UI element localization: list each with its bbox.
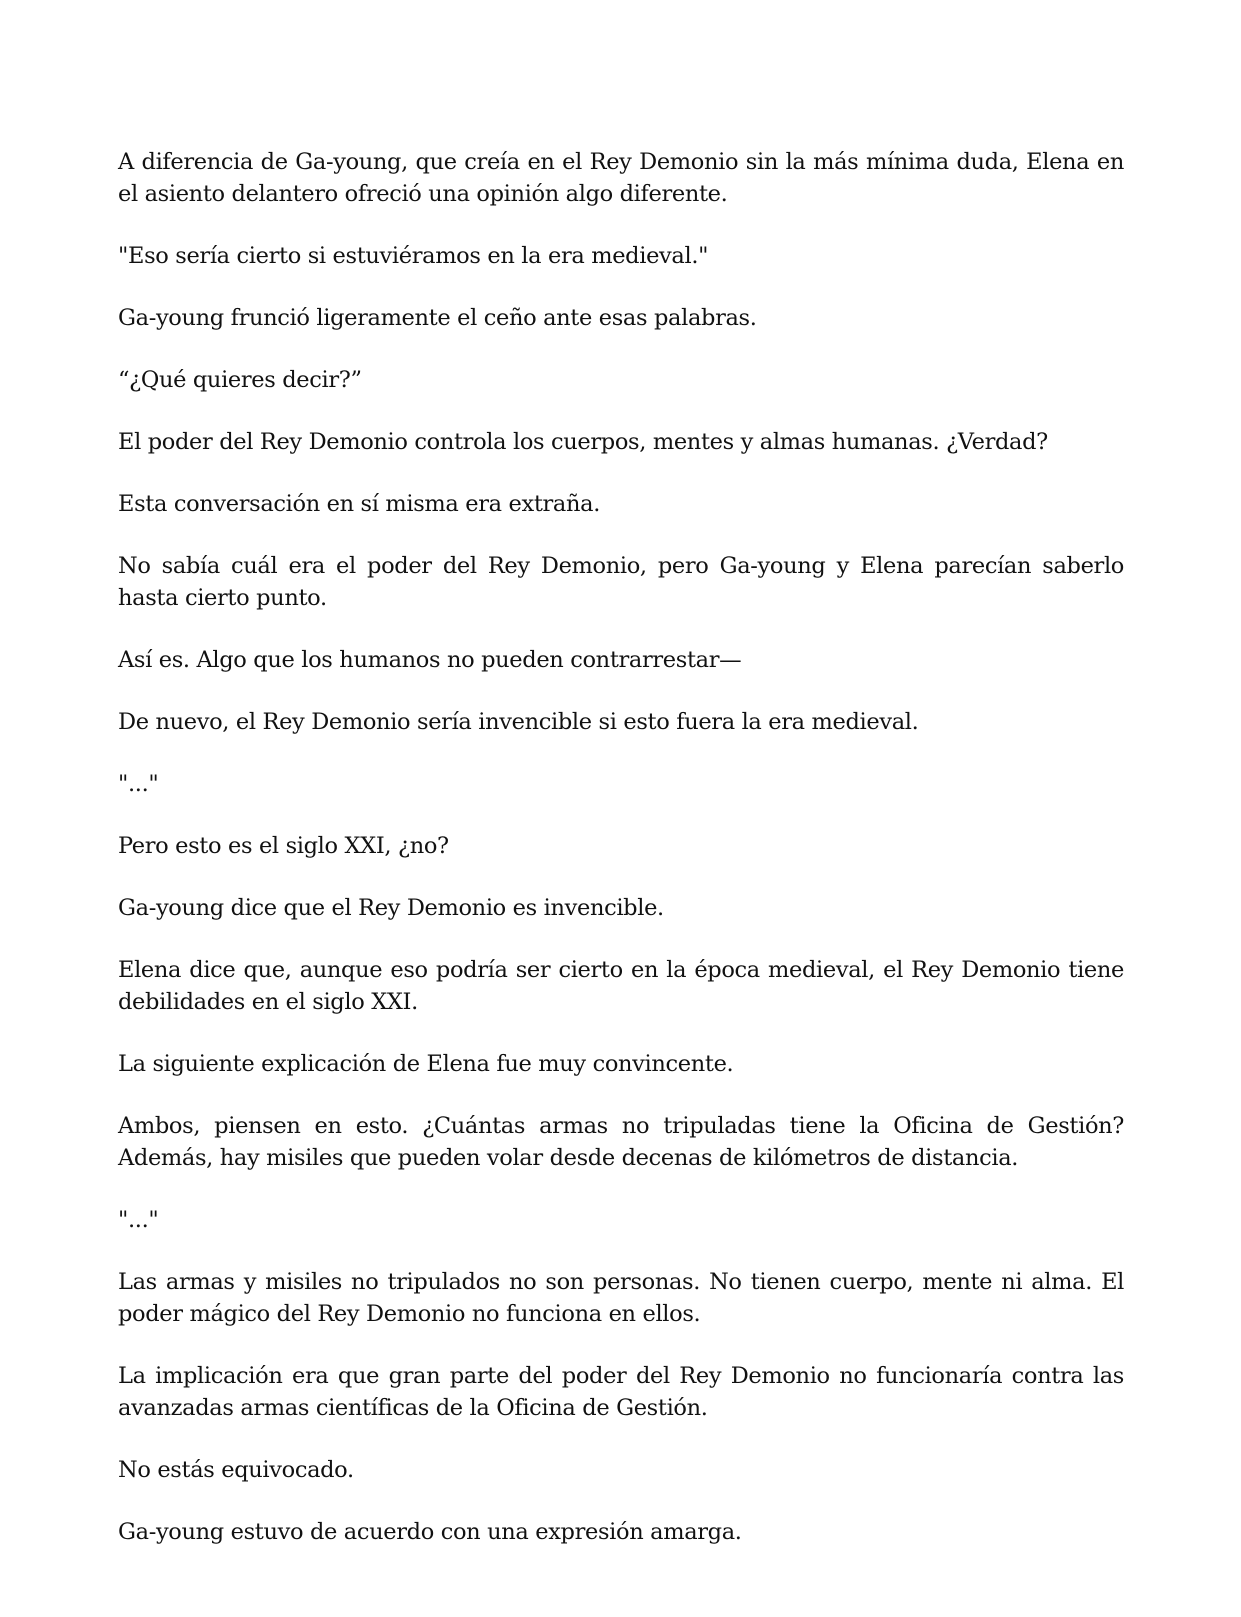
paragraph: Elena dice que, aunque eso podría ser cierto en la época medieval, el Rey Demonio tiene debilidades en el siglo XXI. [118,957,1124,1015]
paragraph: Esta conversación en sí misma era extraña. [118,491,600,517]
paragraph: El poder del Rey Demonio controla los cuerpos, mentes y almas humanas. ¿Verdad? [118,429,1048,455]
paragraph: La implicación era que gran parte del poder del Rey Demonio no funcionaría contra las avanzadas armas científicas de la Oficina de Gestión. [118,1363,1124,1421]
paragraph: No estás equivocado. [118,1457,354,1483]
paragraph: No sabía cuál era el poder del Rey Demonio, pero Ga-young y Elena parecían saberlo hasta cierto punto. [118,553,1124,611]
paragraph: "Eso sería cierto si estuviéramos en la era medieval." [118,243,709,269]
paragraph: "..." [118,1207,159,1233]
paragraph: De nuevo, el Rey Demonio sería invencible si esto fuera la era medieval. [118,709,919,735]
paragraph: A diferencia de Ga-young, que creía en el Rey Demonio sin la más mínima duda, Elena en el asiento delantero ofreció una opinión algo diferente. [118,149,1124,207]
paragraph: “¿Qué quieres decir?” [118,367,362,393]
paragraph: Así es. Algo que los humanos no pueden contrarrestar— [118,647,742,673]
paragraph: Ambos, piensen en esto. ¿Cuántas armas no tripuladas tiene la Oficina de Gestión? Además, hay misiles que pueden volar desde decenas de kilómetros de distancia. [118,1113,1124,1171]
paragraph: Ga-young frunció ligeramente el ceño ante esas palabras. [118,305,757,331]
paragraph: "..." [118,771,159,797]
body-text [118,146,1124,1578]
paragraph: Las armas y misiles no tripulados no son personas. No tienen cuerpo, mente ni alma. El poder mágico del Rey Demonio no funciona en ellos. [118,1269,1124,1327]
paragraph: Ga-young dice que el Rey Demonio es invencible. [118,895,664,921]
paragraph: Pero esto es el siglo XXI, ¿no? [118,833,449,859]
paragraph: La siguiente explicación de Elena fue muy convincente. [118,1051,734,1077]
paragraph: Ga-young estuvo de acuerdo con una expresión amarga. [118,1519,742,1545]
